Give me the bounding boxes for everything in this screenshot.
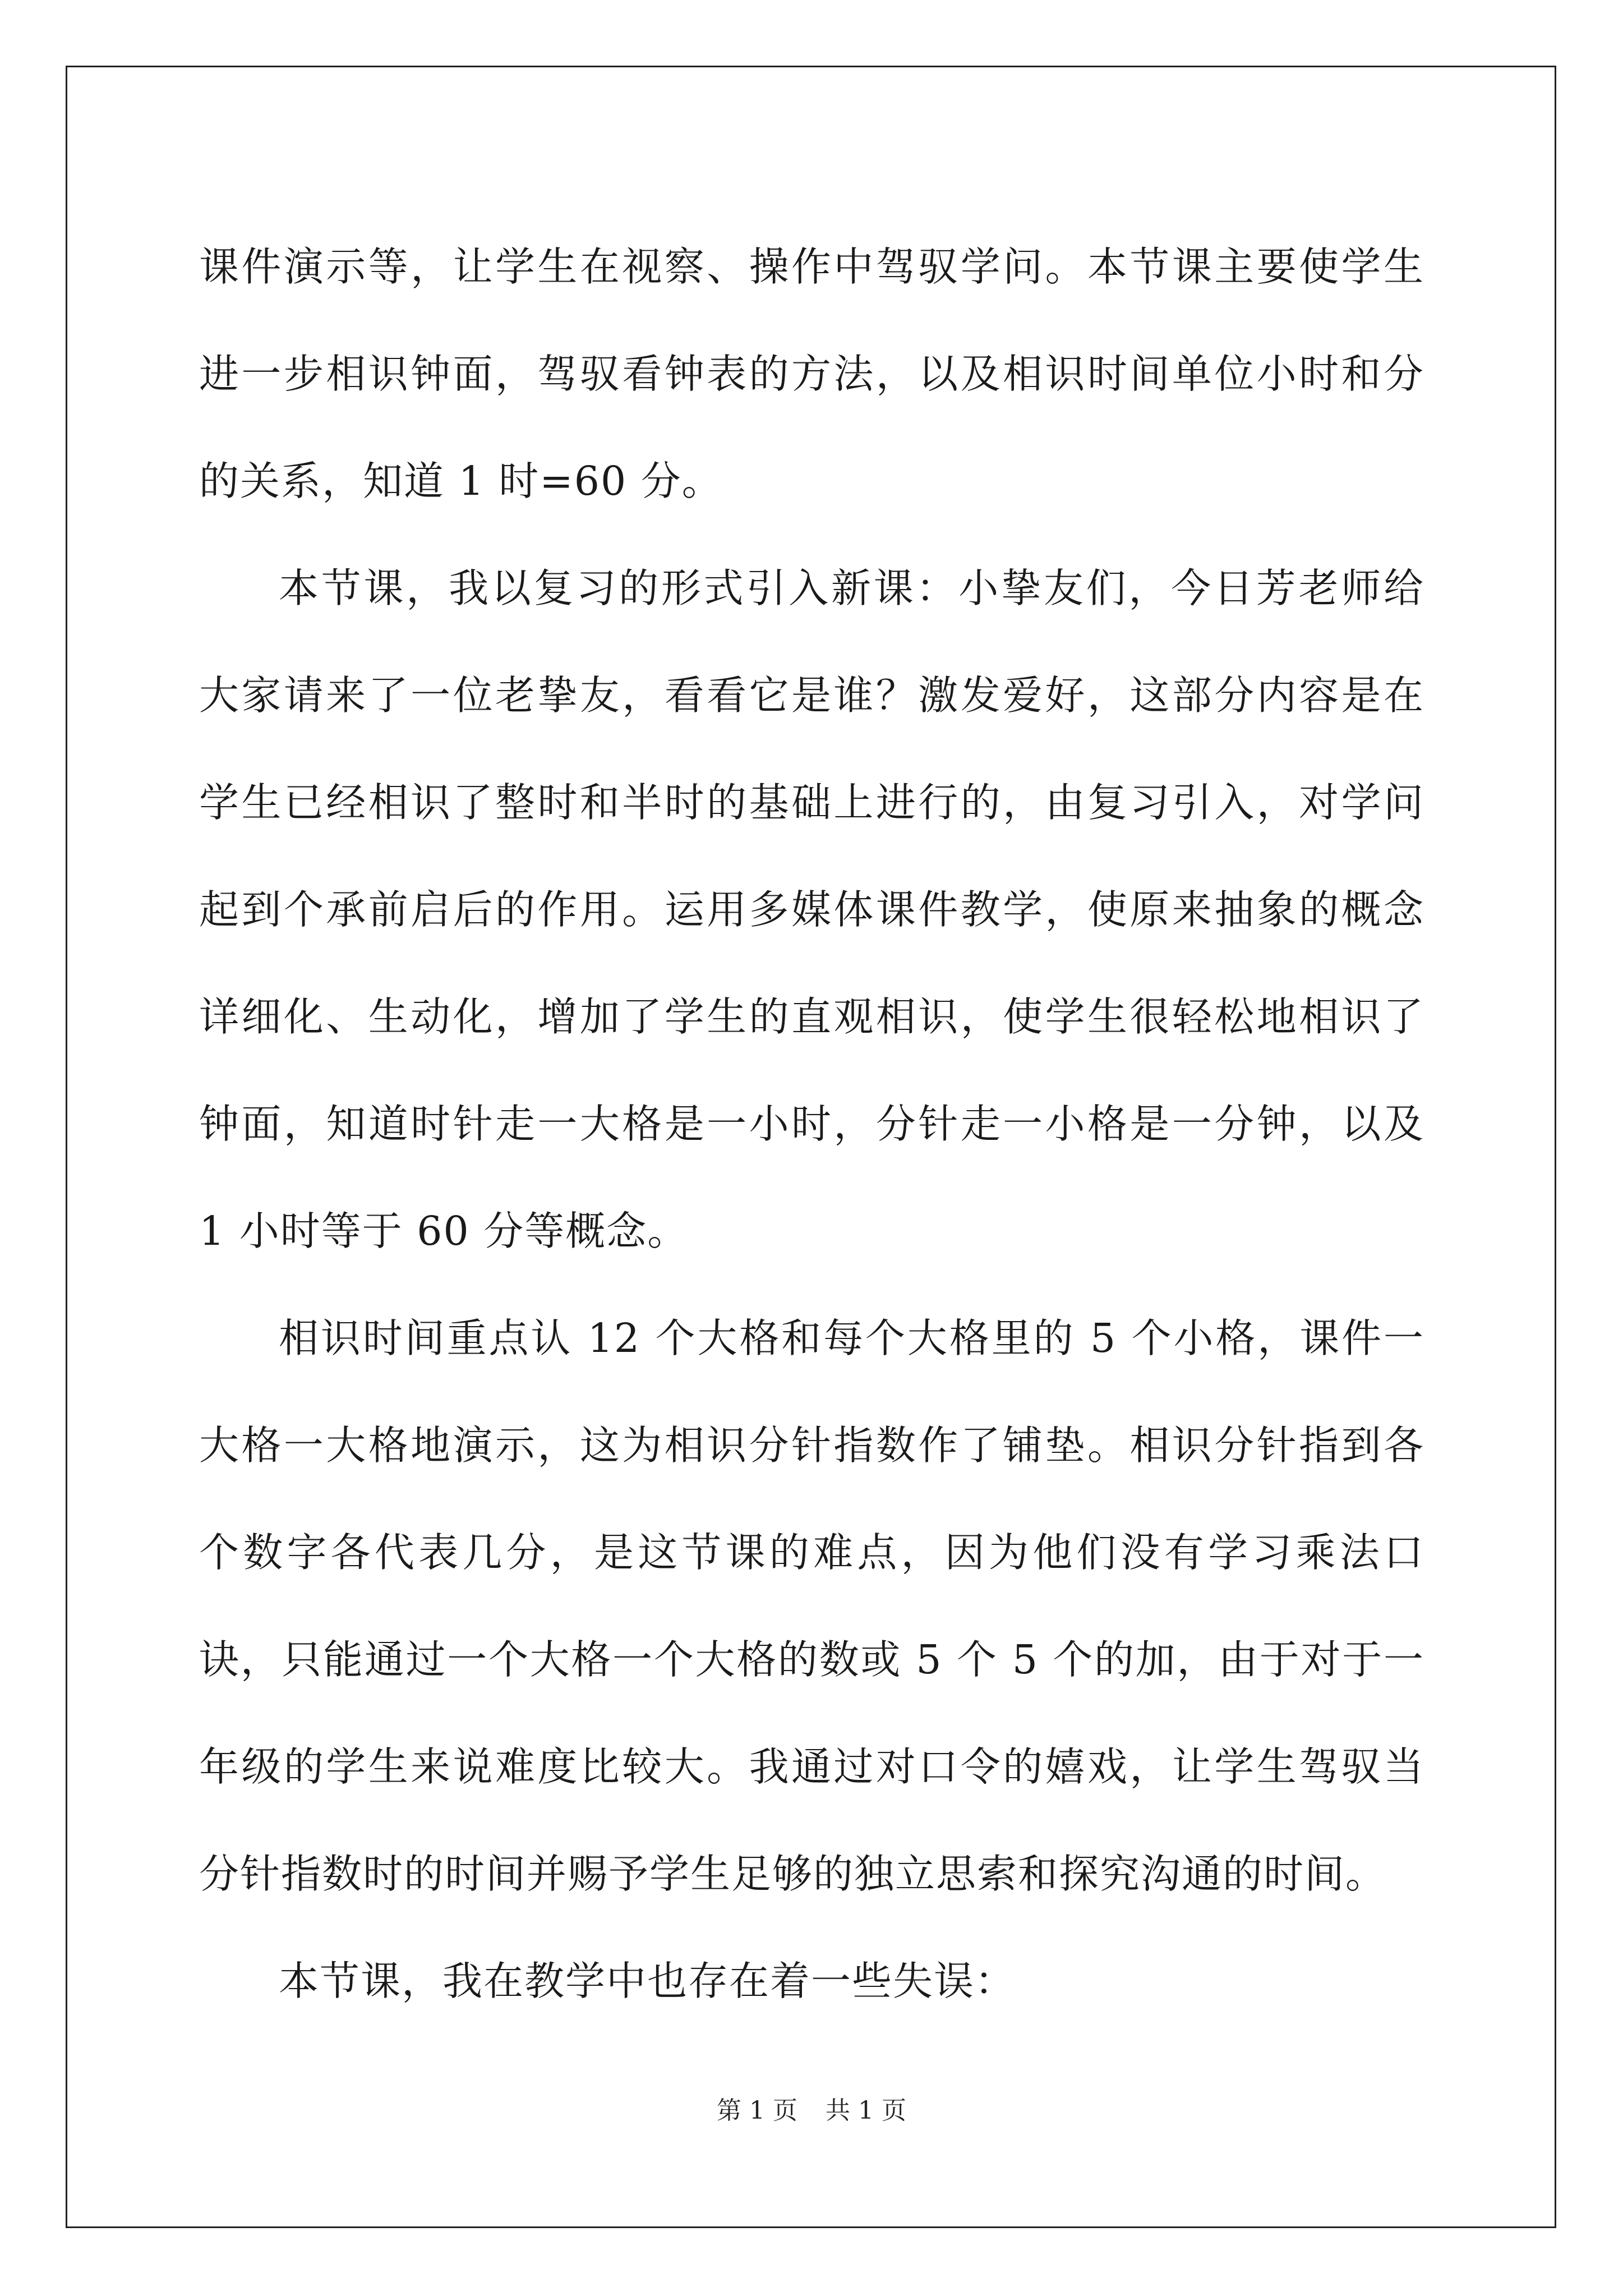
paragraph-3: 相识时间重点认 12 个大格和每个大格里的 5 个小格，课件一大格一大格地演示，这为相识分针指数作了铺垫。相识分针指到各个数字各代表几分，是这节课的难点，因为他们没有学习乘法口诀，只能通过一个大格一个大格的数或 5 个 5 个的加，由于对于一年级的学生来说难度比较大。我通过对口令的嬉戏，让学生驾驭当分针指数时的时间并赐予学生足够的独立思索和探究沟通的时间。 — [199, 1315, 1424, 1897]
paragraph-4: 本节课，我在教学中也存在着一些失误： — [279, 1958, 1016, 2004]
paragraph-2: 本节课，我以复习的形式引入新课：小挚友们，今日芳老师给大家请来了一位老挚友，看看它是谁？激发爱好，这部分内容是在学生已经相识了整时和半时的基础上进行的，由复习引入，对学问起到个承前启后的作用。运用多媒体课件教学，使原来抽象的概念详细化、生动化，增加了学生的直观相识，使学生很轻松地相识了钟面，知道时针走一大格是一小时，分针走一小格是一分钟，以及 1 小时等于 60 分等概念。 — [199, 565, 1424, 1254]
page-footer — [0, 2090, 1623, 2126]
page-total: 共 1 页 — [826, 2096, 906, 2125]
paragraph-1: 课件演示等，让学生在视察、操作中驾驭学问。本节课主要使学生进一步相识钟面，驾驭看钟表的方法，以及相识时间单位小时和分的关系，知道 1 时=60 分。 — [199, 243, 1424, 504]
page-number: 第 1 页 — [717, 2096, 797, 2125]
document-body — [199, 213, 1424, 2035]
